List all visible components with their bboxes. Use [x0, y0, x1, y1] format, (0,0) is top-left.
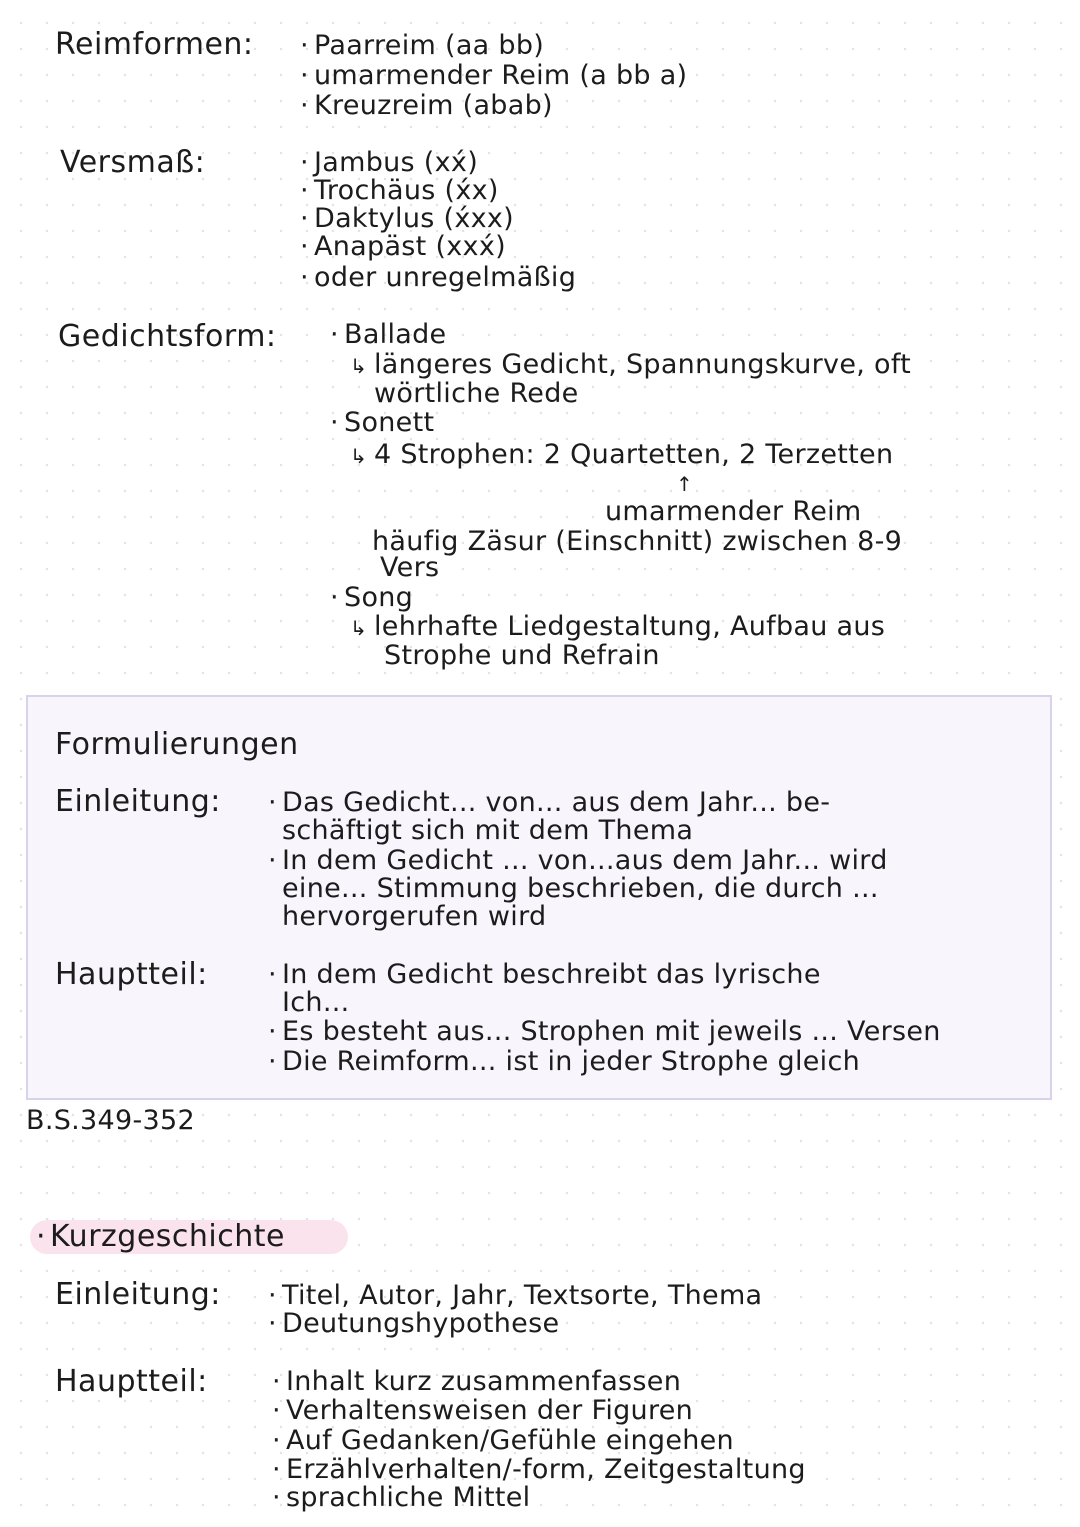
- einleitung-line: · Das Gedicht... von... aus dem Jahr... be-: [268, 787, 831, 818]
- up-arrow-icon: ↑: [676, 472, 693, 496]
- kg-einleitung-item: · Deutungshypothese: [268, 1308, 560, 1339]
- vers-item: · Daktylus (x́xx): [300, 203, 515, 234]
- sonett-note: Vers: [380, 552, 440, 583]
- vers-item: · Anapäst (xxx́): [300, 231, 506, 262]
- einleitung-label: Einleitung:: [55, 784, 221, 819]
- versmass-label: Versmaß:: [60, 145, 206, 180]
- sonett-title: · Sonett: [330, 407, 435, 438]
- kg-hauptteil-label: Hauptteil:: [55, 1364, 208, 1399]
- kg-hauptteil-item: · sprachliche Mittel: [272, 1482, 531, 1513]
- sonett-note: häufig Zäsur (Einschnitt) zwischen 8-9: [372, 526, 903, 557]
- vers-item: · oder unregelmäßig: [300, 262, 577, 293]
- formulierungen-title: Formulierungen: [55, 727, 299, 762]
- einleitung-line: schäftigt sich mit dem Thema: [282, 815, 694, 846]
- einleitung-line: hervorgerufen wird: [282, 901, 547, 932]
- song-desc: ↳ lehrhafte Liedgestaltung, Aufbau aus: [350, 611, 886, 642]
- sonett-arrow-note: umarmender Reim: [605, 496, 862, 527]
- kg-hauptteil-item: · Inhalt kurz zusammenfassen: [272, 1366, 682, 1397]
- kg-hauptteil-item: · Verhaltensweisen der Figuren: [272, 1395, 694, 1426]
- kg-einleitung-label: Einleitung:: [55, 1277, 221, 1312]
- song-desc: Strophe und Refrain: [384, 640, 660, 671]
- sonett-desc: ↳ 4 Strophen: 2 Quartetten, 2 Terzetten: [350, 439, 894, 470]
- song-title: · Song: [330, 582, 414, 613]
- hauptteil-line: · In dem Gedicht beschreibt das lyrische: [268, 959, 821, 990]
- gedichtsform-label: Gedichtsform:: [58, 319, 277, 354]
- reim-item: · umarmender Reim (a bb a): [300, 60, 688, 91]
- hauptteil-line: · Die Reimform... ist in jeder Strophe gleich: [268, 1046, 861, 1077]
- vers-item: · Jambus (xx́): [300, 147, 479, 178]
- arrow-icon: ↳: [350, 444, 368, 468]
- einleitung-line: eine... Stimmung beschrieben, die durch ...: [282, 873, 879, 904]
- kg-einleitung-item: · Titel, Autor, Jahr, Textsorte, Thema: [268, 1280, 763, 1311]
- reim-item: · Kreuzreim (abab): [300, 90, 553, 121]
- kurzgeschichte-title: · Kurzgeschichte: [36, 1219, 285, 1254]
- hauptteil-line: · Es besteht aus... Strophen mit jeweils ... Versen: [268, 1016, 941, 1047]
- kg-hauptteil-item: · Erzählverhalten/-form, Zeitgestaltung: [272, 1454, 806, 1485]
- einleitung-line: · In dem Gedicht ... von...aus dem Jahr... wird: [268, 845, 888, 876]
- hauptteil-line: Ich...: [282, 987, 350, 1018]
- ballade-title: · Ballade: [330, 319, 447, 350]
- kg-hauptteil-item: · Auf Gedanken/Gefühle eingehen: [272, 1425, 734, 1456]
- ballade-desc: ↳ längeres Gedicht, Spannungskurve, oft: [350, 349, 912, 380]
- reim-item: · Paarreim (aa bb): [300, 30, 545, 61]
- ballade-desc: wörtliche Rede: [374, 378, 579, 409]
- vers-item: · Trochäus (x́x): [300, 175, 499, 206]
- hauptteil-label: Hauptteil:: [55, 957, 208, 992]
- arrow-icon: ↳: [350, 354, 368, 378]
- reimformen-label: Reimformen:: [55, 27, 254, 62]
- page-reference: B.S.349-352: [26, 1105, 195, 1136]
- arrow-icon: ↳: [350, 616, 368, 640]
